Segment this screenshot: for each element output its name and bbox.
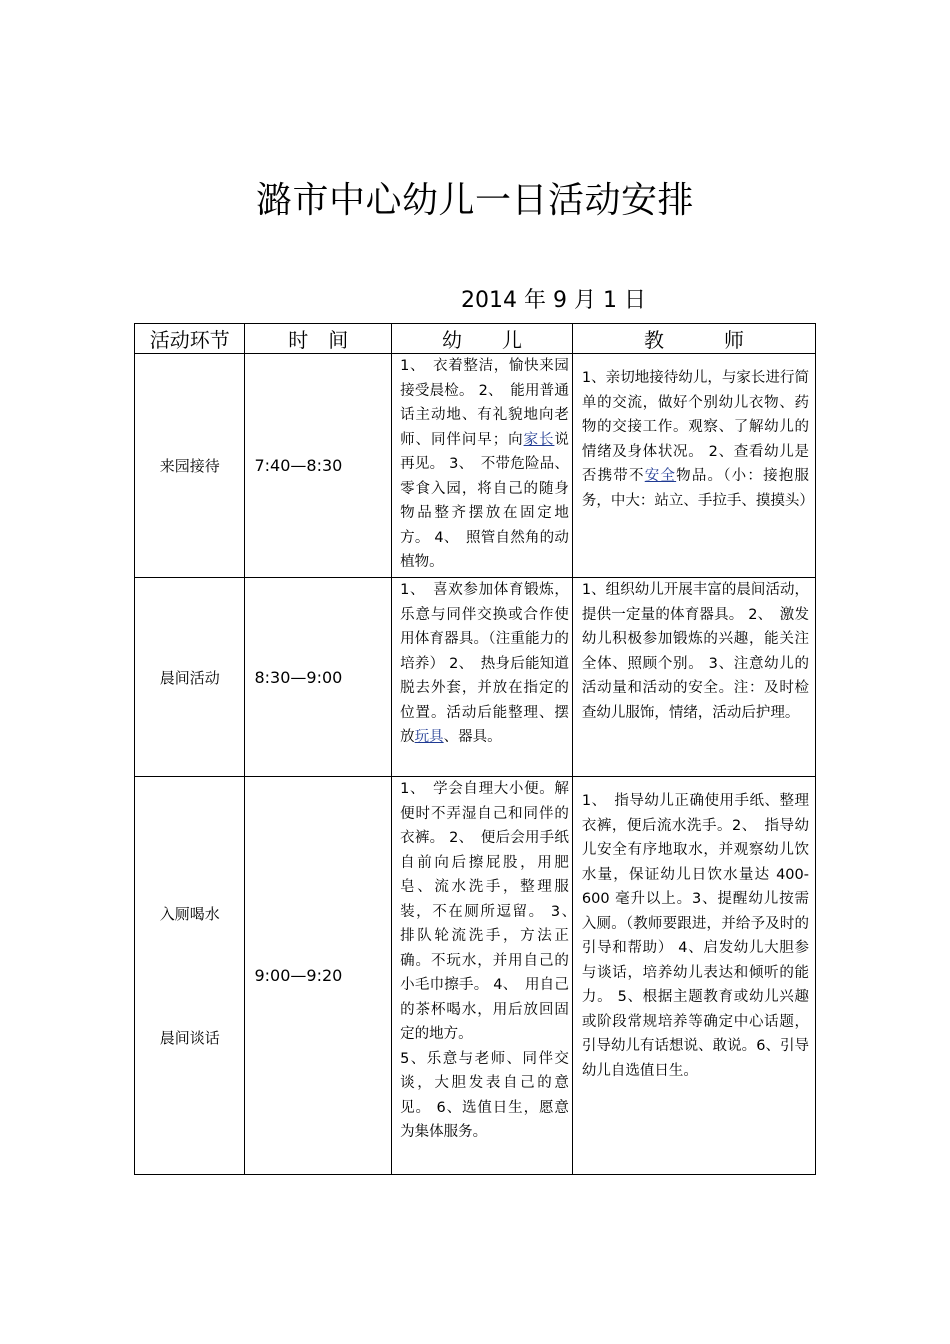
segment-cell bbox=[135, 354, 245, 578]
teacher-link[interactable]: 安全 bbox=[644, 468, 677, 484]
header-segment: 活动环节 bbox=[135, 324, 245, 354]
header-time: 时 间 bbox=[245, 324, 392, 354]
time-label: 9:00—9:20 bbox=[254, 966, 343, 985]
children-text: 、器具。 bbox=[443, 729, 502, 745]
table-row bbox=[135, 578, 816, 777]
header-teacher: 教 师 bbox=[572, 324, 815, 354]
children-text: 1、 学会自理大小便。解便时不弄湿自己和同伴的衣裤。 2、 便后会用手纸自前向后擦屁股，用肥皂、流水洗手，整理服装，不在厕所逗留。 3、 排队轮流洗手，方法正确。不玩水，并用自己的小毛巾擦手。 4、 用自己的茶杯喝水，用后放回固定的地方。 bbox=[400, 781, 584, 1042]
document-title: 潞市中心幼儿一日活动安排 bbox=[255, 180, 694, 221]
segment-label: 晨间谈话 bbox=[159, 1029, 220, 1047]
children-text: 1、 衣着整洁，愉快来园接受晨检。 2、 能用普通话主动地、有礼貌地向老师、同伴问早；向 bbox=[400, 358, 569, 448]
table-header-row bbox=[135, 324, 816, 354]
table-row bbox=[135, 777, 816, 1175]
teacher-text: 1、亲切地接待幼儿，与家长进行简单的交流，做好个别幼儿衣物、药物的交接工作。观察、了解幼儿的情绪及身体状况。 2、查看幼儿是否携带不 bbox=[581, 370, 809, 484]
segment-cell bbox=[135, 578, 245, 777]
children-text: 说再见。 3、 不带危险品、零食入园，将自己的随身物品整齐摆放在固定地方。 4、 照管自然角的动植物。 bbox=[400, 431, 569, 570]
teacher-text: 1、组织幼儿开展丰富的晨间活动，提供一定量的体育器具。 2、 激发幼儿积极参加锻炼的兴趣，能关注全体、照顾个别。 3、注意幼儿的活动量和活动的安全。注：及时检查幼儿服饰，情绪，活动后护理。 bbox=[581, 582, 809, 721]
children-cell bbox=[392, 777, 584, 1175]
segment-label: 晨间活动 bbox=[159, 668, 220, 687]
children-link[interactable]: 玩具 bbox=[414, 729, 444, 745]
header-children: 幼 儿 bbox=[392, 324, 573, 354]
children-text: 1、 喜欢参加体育锻炼，乐意与同伴交换或合作使用体育器具。（注重能力的培养） 2、 热身后能知道脱去外套，并放在指定的位置。活动后能整理、摆放 bbox=[400, 582, 569, 745]
children-cell bbox=[392, 578, 573, 777]
children-cell bbox=[392, 354, 573, 578]
document-date: 2014 年 9 月 1 日 bbox=[461, 288, 646, 313]
teacher-cell bbox=[572, 578, 815, 777]
table-row bbox=[135, 354, 816, 578]
teacher-cell bbox=[572, 777, 815, 1175]
time-cell bbox=[245, 578, 392, 777]
segment-cell bbox=[135, 777, 245, 1175]
schedule-table bbox=[134, 323, 816, 1175]
time-label: 8:30—9:00 bbox=[254, 667, 343, 687]
segment-label: 入厕喝水 bbox=[159, 905, 220, 923]
teacher-text: 1、 指导幼儿正确使用手纸、整理衣裤，便后流水洗手。2、 指导幼儿安全有序地取水，并观察幼儿饮水量，保证幼儿日饮水量达 400-600 毫升以上。3、提醒幼儿按需入厕。（教师要跟进，并给予及时的引导和帮助） 4、启发幼儿大胆参与谈话，培养幼儿表达和倾听的能力。 5、根据主题教育或幼儿兴趣或阶段常规培养等确定中心话题，引导幼儿有话想说、敢说。6、引导幼儿自选值日生。 bbox=[581, 793, 809, 1079]
teacher-cell bbox=[572, 354, 815, 578]
children-link[interactable]: 家长 bbox=[523, 431, 555, 448]
teacher-text: 物品。（小：接抱服务，中大：站立、手拉手、摸摸头） bbox=[581, 468, 814, 509]
children-text: 5、乐意与老师、同伴交谈，大胆发表自己的意见。 6、选值日生，愿意为集体服务。 bbox=[400, 1050, 569, 1140]
time-cell bbox=[245, 777, 392, 1175]
time-label: 7:40—8:30 bbox=[254, 456, 343, 475]
segment-label: 来园接待 bbox=[159, 457, 220, 475]
time-cell bbox=[245, 354, 392, 578]
